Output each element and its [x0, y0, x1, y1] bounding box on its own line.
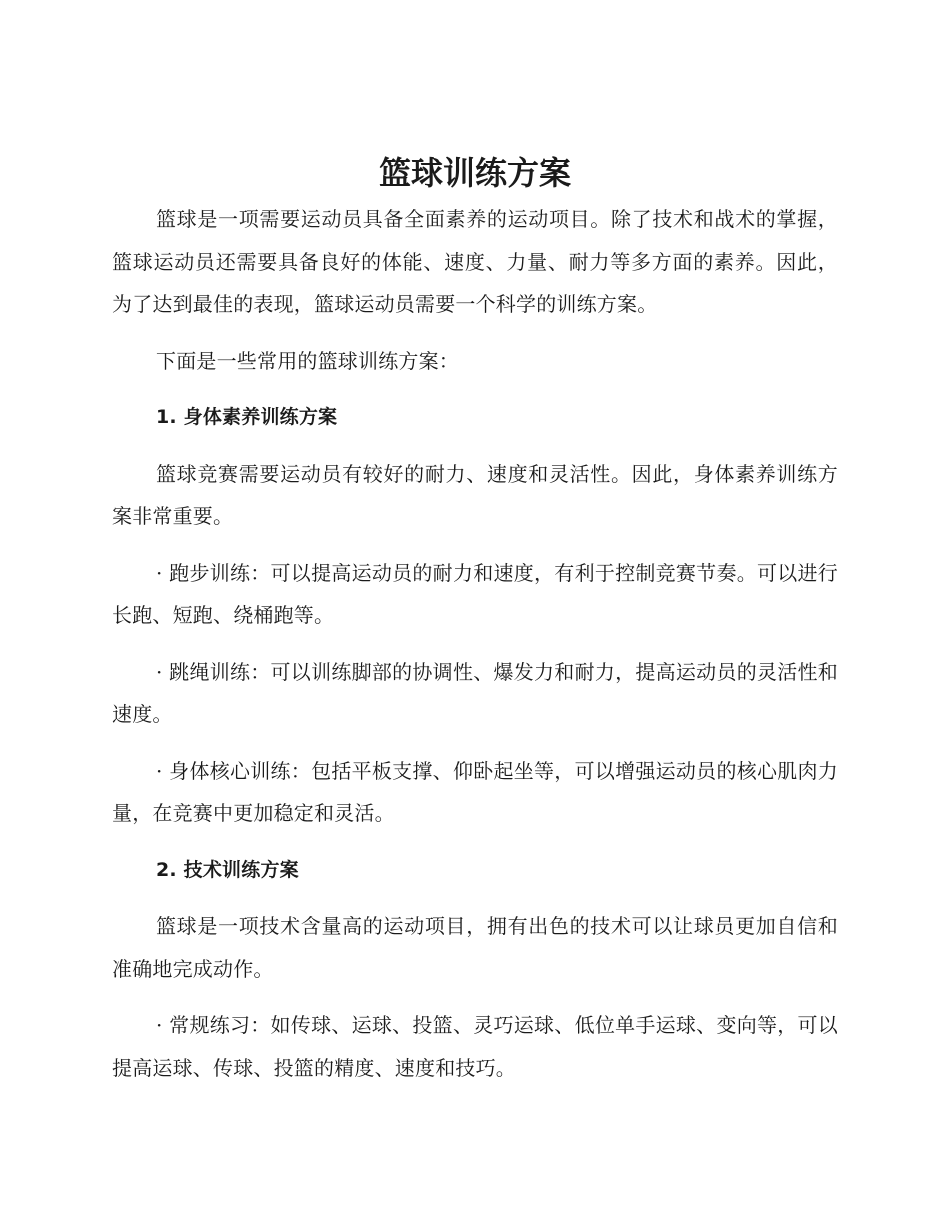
- lead-paragraph: 下面是一些常用的篮球训练方案：: [156, 348, 459, 373]
- section-heading-physical: 1. 身体素养训练方案: [156, 406, 338, 428]
- section-text-physical: 篮球竞赛需要运动员有较好的耐力、速度和灵活性。因此，身体素养训练方案非常重要。: [112, 461, 838, 528]
- section-text-technique: 篮球是一项技术含量高的运动项目，拥有出色的技术可以让球员更加自信和准确地完成动作。: [112, 914, 838, 981]
- bullet-running: · 跑步训练：可以提高运动员的耐力和速度，有利于控制竞赛节奏。可以进行长跑、短跑、绕桶跑等。: [112, 560, 838, 627]
- document-body: [112, 198, 838, 1103]
- bullet-core: · 身体核心训练：包括平板支撑、仰卧起坐等，可以增强运动员的核心肌肉力量，在竞赛中更加稳定和灵活。: [112, 758, 838, 825]
- intro-paragraph: 篮球是一项需要运动员具备全面素养的运动项目。除了技术和战术的掌握，篮球运动员还需要具备良好的体能、速度、力量、耐力等多方面的素养。因此，为了达到最佳的表现，篮球运动员需要一个科学的训练方案。: [112, 207, 838, 316]
- section-heading-technique: 2. 技术训练方案: [156, 858, 299, 881]
- bullet-regular-practice: · 常规练习：如传球、运球、投篮、灵巧运球、低位单手运球、变向等，可以提高运球、传球、投篮的精度、速度和技巧。: [112, 1013, 838, 1080]
- document-title: 篮球训练方案: [378, 154, 571, 192]
- bullet-jump-rope: · 跳绳训练：可以训练脚部的协调性、爆发力和耐力，提高运动员的灵活性和速度。: [112, 659, 838, 726]
